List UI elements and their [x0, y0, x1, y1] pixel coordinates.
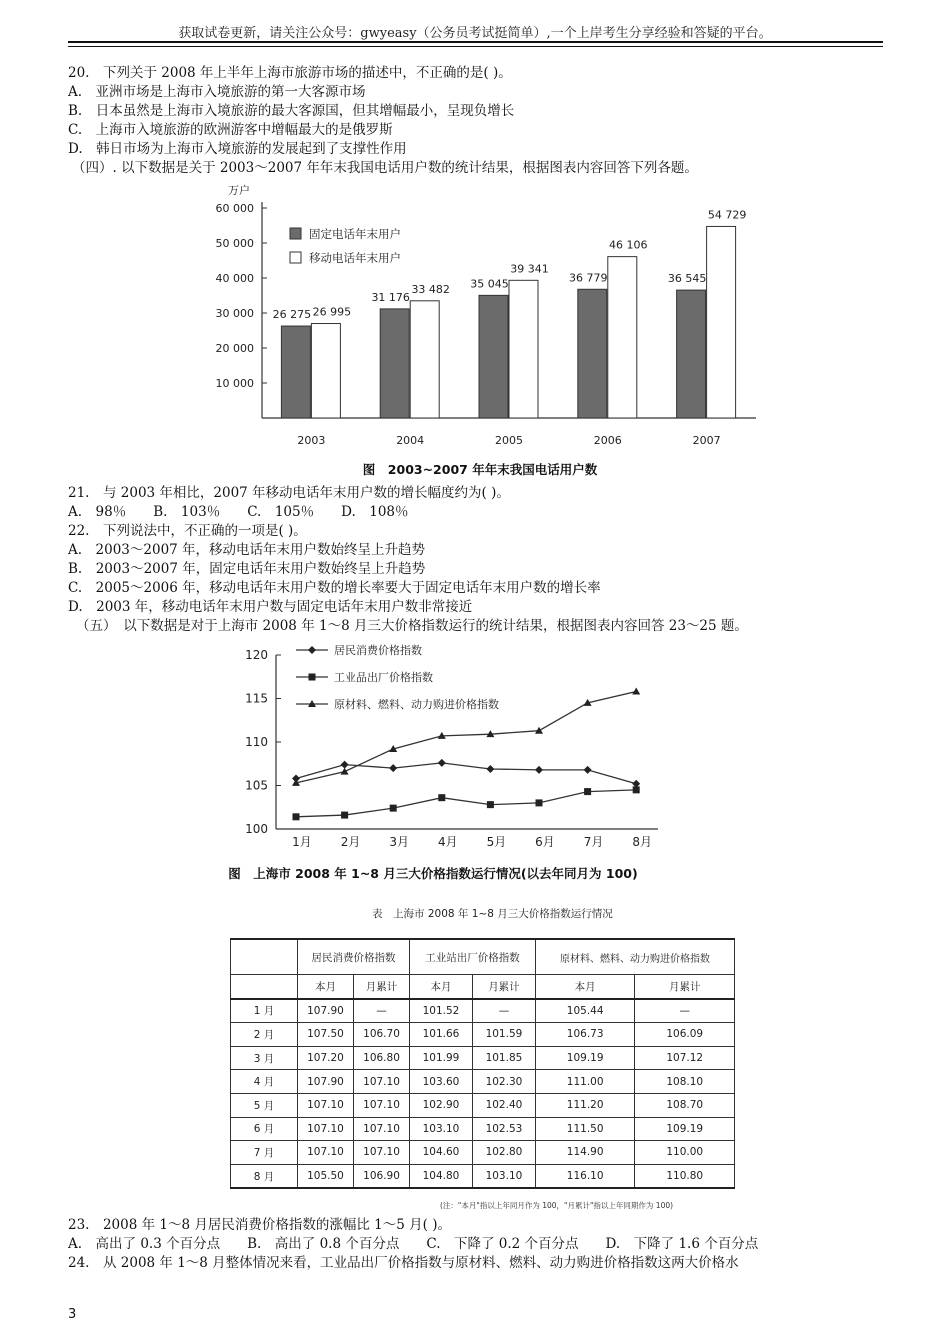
table-cell: 107.12 [635, 1046, 735, 1070]
data-point-diamond [389, 764, 397, 772]
bar-value-label: 33 482 [411, 282, 450, 296]
q20-option-c: C. 上海市入境旅游的欧洲游客中增幅最大的是俄罗斯 [68, 122, 393, 138]
y-tick-label: 115 [245, 691, 268, 706]
legend-label: 原材料、燃料、动力购进价格指数 [334, 698, 499, 711]
data-point-diamond [486, 765, 494, 773]
table-cell: 106.73 [535, 1023, 635, 1047]
x-tick-label: 6月 [535, 835, 555, 849]
bar-mobile [311, 324, 340, 418]
table-cell: 106.90 [354, 1164, 410, 1188]
legend-label: 居民消费价格指数 [334, 644, 422, 657]
table-row-label: 3 月 [231, 1046, 298, 1070]
table-cell: 104.80 [410, 1164, 473, 1188]
y-tick-label: 30 000 [215, 307, 254, 320]
table-cell: 107.10 [298, 1117, 354, 1141]
table-subheader: 本月 [535, 975, 635, 999]
table-row-label: 8 月 [231, 1164, 298, 1188]
table-cell: 108.10 [635, 1070, 735, 1094]
table-cell: 107.10 [298, 1093, 354, 1117]
q23-options: A. 高出了 0.3 个百分点 B. 高出了 0.8 个百分点 C. 下降了 0.2 个百分点 D. 下降了 1.6 个百分点 [68, 1236, 759, 1252]
table-row [231, 999, 735, 1023]
table-cell: 107.10 [354, 1117, 410, 1141]
data-point-diamond [438, 759, 446, 767]
y-tick-label: 120 [245, 648, 268, 662]
bar-chart [190, 182, 770, 482]
table-cell: — [354, 999, 410, 1023]
x-tick-label: 4月 [437, 835, 458, 849]
x-tick-label: 2月 [340, 835, 361, 849]
table-subheader-blank [231, 975, 298, 999]
table-cell: 101.85 [472, 1046, 535, 1070]
x-tick-label: 2005 [495, 434, 523, 447]
table-cell: 107.10 [298, 1141, 354, 1165]
table-row-label: 2 月 [231, 1023, 298, 1047]
x-tick-label: 1月 [292, 835, 312, 849]
bar-value-label: 39 341 [510, 262, 549, 276]
table-cell: 102.53 [472, 1117, 535, 1141]
legend-label: 固定电话年末用户 [309, 227, 401, 241]
bar-fixed [281, 326, 310, 418]
x-tick-label: 2003 [297, 434, 326, 447]
q20-option-b: B. 日本虽然是上海市入境旅游的最大客源国，但其增幅最小，呈现负增长 [68, 103, 515, 119]
table-group-header: 工业站出厂价格指数 [410, 939, 536, 975]
table-subheader: 月累计 [472, 975, 535, 999]
y-tick-label: 10 000 [215, 377, 254, 390]
table-cell: 102.40 [472, 1093, 535, 1117]
q22-option-d: D. 2003 年，移动电话年末用户数与固定电话年末用户数非常接近 [68, 599, 473, 615]
chart-title: 图 2003~2007 年年末我国电话用户数 [362, 462, 598, 477]
section4-intro: （四）. 以下数据是关于 2003～2007 年年末我国电话用户数的统计结果，根据图表内容回答下列各题。 [72, 160, 698, 176]
table-cell: 107.10 [354, 1093, 410, 1117]
bar-fixed [578, 289, 607, 418]
table-cell: 110.00 [635, 1141, 735, 1165]
data-point-square [633, 786, 640, 793]
table-row [231, 1117, 735, 1141]
table-cell: 107.10 [354, 1070, 410, 1094]
table-row-label: 4 月 [231, 1070, 298, 1094]
table-cell: 107.90 [298, 999, 354, 1023]
q20-stem: 20. 下列关于 2008 年上半年上海市旅游市场的描述中，不正确的是( )。 [68, 65, 512, 81]
data-point-square [438, 794, 445, 801]
x-tick-label: 2006 [593, 434, 622, 447]
bar-fixed [380, 309, 409, 418]
q22-option-c: C. 2005～2006 年，移动电话年末用户数的增长率要大于固定电话年末用户数的增长率 [68, 580, 601, 596]
q24-stem: 24. 从 2008 年 1～8 月整体情况来看，工业品出厂价格指数与原材料、燃料、动力购进价格指数这两大价格水 [68, 1255, 739, 1271]
bar-value-label: 26 275 [272, 308, 312, 322]
table-group-header: 居民消费价格指数 [298, 939, 410, 975]
table-subheader: 月累计 [354, 975, 410, 999]
q21-options: A. 98％ B. 103％ C. 105％ D. 108％ [68, 504, 409, 520]
table-cell: 108.70 [635, 1093, 735, 1117]
table-cell: 102.90 [410, 1093, 473, 1117]
legend-marker [309, 674, 316, 681]
x-tick-label: 2007 [692, 434, 721, 447]
data-point-square [536, 799, 543, 806]
table-cell: 101.52 [410, 999, 473, 1023]
table-row-label: 5 月 [231, 1093, 298, 1117]
table-cell: 101.59 [472, 1023, 535, 1047]
data-point-triangle [341, 768, 349, 775]
table-cell: 111.50 [535, 1117, 635, 1141]
data-point-square [341, 812, 348, 819]
bar-mobile [410, 301, 439, 418]
x-tick-label: 7月 [583, 835, 604, 849]
table-row [231, 1023, 735, 1047]
bar-value-label: 46 106 [609, 238, 648, 252]
header-rule [68, 41, 883, 43]
y-tick-label: 110 [245, 735, 268, 749]
bar-value-label: 31 176 [371, 290, 410, 304]
data-point-square [487, 801, 494, 808]
table-subheader: 本月 [410, 975, 473, 999]
legend-label: 移动电话年末用户 [309, 251, 401, 265]
table-cell: 107.20 [298, 1046, 354, 1070]
table-corner-cell [231, 939, 298, 975]
q22-option-b: B. 2003～2007 年，固定电话年末用户数始终呈上升趋势 [68, 561, 426, 577]
table-group-header: 原材料、燃料、动力购进价格指数 [535, 939, 734, 975]
table-row [231, 1141, 735, 1165]
chart-title: 图 上海市 2008 年 1~8 月三大价格指数运行情况(以去年同月为 100) [228, 866, 638, 881]
table-cell: 114.90 [535, 1141, 635, 1165]
y-tick-label: 105 [245, 778, 268, 793]
table-subheader: 月累计 [635, 975, 735, 999]
price-index-table-wrap [230, 938, 735, 1189]
table-cell: 107.50 [298, 1023, 354, 1047]
data-point-diamond [341, 761, 349, 769]
table-row [231, 1093, 735, 1117]
legend-marker [308, 646, 316, 654]
q23-stem: 23. 2008 年 1～8 月居民消费价格指数的涨幅比 1～5 月( )。 [68, 1217, 451, 1233]
table-cell: 105.50 [298, 1164, 354, 1188]
data-point-triangle [632, 688, 640, 695]
table-cell: 106.80 [354, 1046, 410, 1070]
q20-option-a: A. 亚洲市场是上海市入境旅游的第一大客源市场 [68, 84, 366, 100]
table-row-label: 6 月 [231, 1117, 298, 1141]
y-tick-label: 50 000 [215, 237, 254, 250]
q22-stem: 22. 下列说法中，不正确的一项是( )。 [68, 523, 307, 539]
table-cell: 102.30 [472, 1070, 535, 1094]
table-cell: 103.60 [410, 1070, 473, 1094]
bar-value-label: 36 779 [569, 271, 608, 285]
legend-swatch [290, 228, 301, 239]
table-cell: 103.10 [410, 1117, 473, 1141]
table-cell: — [472, 999, 535, 1023]
bar-value-label: 35 045 [470, 277, 509, 291]
data-point-square [584, 788, 591, 795]
header-rule-thin [68, 46, 883, 47]
q20-option-d: D. 韩日市场为上海市入境旅游的发展起到了支撑性作用 [68, 141, 407, 157]
bar-mobile [707, 226, 736, 418]
table-cell: 106.70 [354, 1023, 410, 1047]
data-point-triangle [535, 727, 543, 734]
legend-swatch [290, 252, 301, 263]
page-header: 获取试卷更新，请关注公众号：gwyeasy（公务员考试挺简单）,一个上岸考生分享经验和答疑的平台。 [178, 26, 772, 41]
table-cell: 105.44 [535, 999, 635, 1023]
data-point-square [390, 805, 397, 812]
bar-fixed [677, 290, 706, 418]
y-tick-label: 100 [245, 822, 268, 836]
table-cell: 101.66 [410, 1023, 473, 1047]
table-cell: 111.00 [535, 1070, 635, 1094]
y-tick-label: 20 000 [215, 342, 254, 355]
x-tick-label: 5月 [486, 835, 507, 849]
x-tick-label: 3月 [389, 835, 410, 849]
table-row-label: 1 月 [231, 999, 298, 1023]
section5-intro: （五） 以下数据是对于上海市 2008 年 1～8 月三大价格指数运行的统计结果，根据图表内容回答 23～25 题。 [76, 618, 748, 634]
q21-stem: 21. 与 2003 年相比，2007 年移动电话年末用户数的增长幅度约为( )。 [68, 485, 510, 501]
price-index-table [230, 938, 735, 1189]
table-cell: 101.99 [410, 1046, 473, 1070]
table-cell: 109.19 [535, 1046, 635, 1070]
bar-value-label: 54 729 [707, 208, 747, 222]
legend-label: 工业品出厂价格指数 [334, 671, 433, 684]
table-cell: 111.20 [535, 1093, 635, 1117]
data-point-diamond [535, 766, 543, 774]
page-number: 3 [68, 1307, 77, 1322]
table-note: (注："本月"指以上年同月作为 100，"月累计"指以上年同期作为 100) [440, 1201, 674, 1210]
table-cell: — [635, 999, 735, 1023]
table-cell: 104.60 [410, 1141, 473, 1165]
q22-option-a: A. 2003～2007 年，移动电话年末用户数始终呈上升趋势 [68, 542, 426, 558]
table-title: 表 上海市 2008 年 1~8 月三大价格指数运行情况 [372, 908, 613, 920]
bar-mobile [509, 280, 538, 418]
data-point-diamond [584, 766, 592, 774]
table-row [231, 1164, 735, 1188]
line-chart [168, 638, 708, 900]
table-cell: 103.10 [472, 1164, 535, 1188]
table-cell: 107.90 [298, 1070, 354, 1094]
table-row [231, 1070, 735, 1094]
bar-fixed [479, 295, 508, 418]
y-tick-label: 60 000 [215, 202, 254, 215]
bar-mobile [608, 257, 637, 418]
x-tick-label: 8月 [632, 835, 653, 849]
table-cell: 106.09 [635, 1023, 735, 1047]
y-axis-unit-label: 万户 [228, 184, 250, 197]
table-cell: 116.10 [535, 1164, 635, 1188]
table-cell: 107.10 [354, 1141, 410, 1165]
table-row-label: 7 月 [231, 1141, 298, 1165]
x-tick-label: 2004 [396, 434, 425, 447]
table-cell: 110.80 [635, 1164, 735, 1188]
table-row [231, 1046, 735, 1070]
y-tick-label: 40 000 [215, 272, 254, 285]
table-subheader: 本月 [298, 975, 354, 999]
table-cell: 102.80 [472, 1141, 535, 1165]
bar-value-label: 36 545 [667, 272, 707, 286]
table-cell: 109.19 [635, 1117, 735, 1141]
data-point-square [293, 813, 300, 820]
bar-value-label: 26 995 [312, 305, 352, 319]
